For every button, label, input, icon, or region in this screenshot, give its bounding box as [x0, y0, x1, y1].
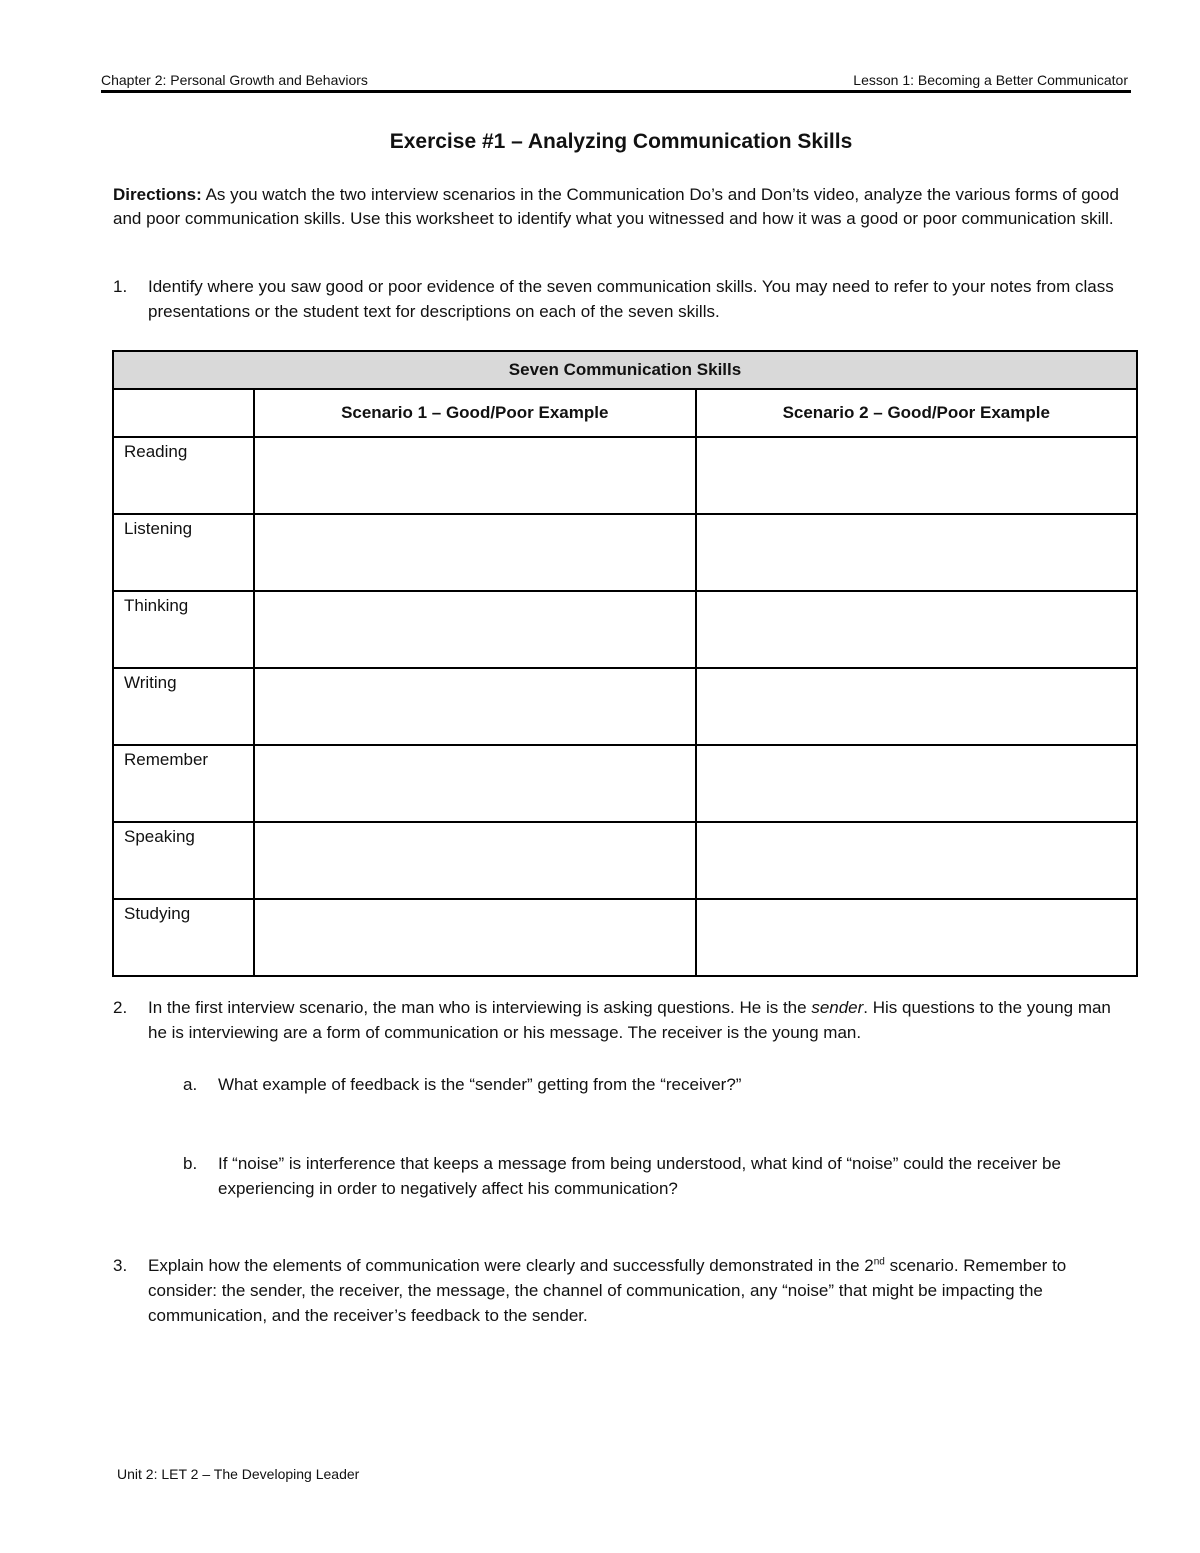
row-label-listening: Listening: [113, 514, 254, 591]
question-2-text: [148, 995, 1128, 1045]
row-label-thinking: Thinking: [113, 591, 254, 668]
answer-cell-remember-scenario-2[interactable]: [696, 745, 1138, 822]
table-header-scenario-1: Scenario 1 – Good/Poor Example: [254, 389, 695, 437]
directions-text: As you watch the two interview scenarios in the Communication Do’s and Don’ts video, analyze the various forms of good and poor communication skills. Use this worksheet to identify what you witnessed and how it was a good or poor communication skill.: [113, 185, 1120, 228]
row-label-speaking: Speaking: [113, 822, 254, 899]
question-2: [113, 995, 1128, 1045]
question-3-text-start: Explain how the elements of communication were clearly and successfully demonstrated in the 2: [148, 1256, 874, 1275]
table-row: [113, 668, 1137, 745]
answer-cell-writing-scenario-2[interactable]: [696, 668, 1138, 745]
question-3-text-end: scenario. Remember to consider: the sender, the receiver, the message, the channel of communication, any “noise” that might be impacting the communication, and the receiver’s feedback to the sender.: [148, 1256, 1067, 1325]
row-label-reading: Reading: [113, 437, 254, 514]
row-label-studying: Studying: [113, 899, 254, 976]
question-3: [113, 1253, 1128, 1328]
table-row: [113, 591, 1137, 668]
answer-cell-reading-scenario-2[interactable]: [696, 437, 1138, 514]
question-2a: [183, 1072, 1103, 1097]
answer-cell-writing-scenario-1[interactable]: [254, 668, 695, 745]
answer-cell-thinking-scenario-2[interactable]: [696, 591, 1138, 668]
table-header-row: [113, 389, 1137, 437]
question-1: [113, 274, 1128, 324]
question-2b: [183, 1151, 1103, 1201]
skills-table: [112, 350, 1138, 977]
table-caption-row: [113, 351, 1137, 389]
question-2-sender-word: sender: [811, 998, 864, 1017]
answer-cell-thinking-scenario-1[interactable]: [254, 591, 695, 668]
answer-cell-studying-scenario-2[interactable]: [696, 899, 1138, 976]
answer-cell-speaking-scenario-2[interactable]: [696, 822, 1138, 899]
question-3-text: [148, 1253, 1128, 1328]
table-row: [113, 437, 1137, 514]
header-rule: [101, 90, 1131, 93]
page-title: Exercise #1 – Analyzing Communication Skills: [389, 130, 853, 153]
answer-cell-listening-scenario-1[interactable]: [254, 514, 695, 591]
table-row: [113, 822, 1137, 899]
answer-cell-listening-scenario-2[interactable]: [696, 514, 1138, 591]
question-2b-label: b.: [183, 1154, 198, 1173]
header-lesson: Lesson 1: Becoming a Better Communicator: [853, 72, 1128, 88]
table-row: [113, 899, 1137, 976]
answer-cell-studying-scenario-1[interactable]: [254, 899, 695, 976]
table-caption: Seven Communication Skills: [113, 351, 1137, 389]
question-2a-label: a.: [183, 1075, 198, 1094]
question-2-text-start: In the first interview scenario, the man who is interviewing is asking questions. He is the: [148, 998, 812, 1017]
table-header-blank: [113, 389, 254, 437]
directions-paragraph: [113, 183, 1123, 231]
header-chapter: Chapter 2: Personal Growth and Behaviors: [101, 72, 368, 88]
question-2-text-end: . His questions to the young man he is interviewing are a form of communication or his message. The receiver is the young man.: [148, 998, 1111, 1042]
question-2a-text: What example of feedback is the “sender” getting from the “receiver?”: [218, 1075, 742, 1094]
answer-cell-remember-scenario-1[interactable]: [254, 745, 695, 822]
question-1-text: Identify where you saw good or poor evidence of the seven communication skills. You may need to refer to your notes from class presentations or the student text for descriptions on each of the seven skills.: [148, 277, 1114, 321]
table-header-scenario-2: Scenario 2 – Good/Poor Example: [696, 389, 1138, 437]
answer-cell-reading-scenario-1[interactable]: [254, 437, 695, 514]
row-label-writing: Writing: [113, 668, 254, 745]
table-row: [113, 745, 1137, 822]
directions-label: Directions:: [113, 185, 202, 204]
row-label-remember: Remember: [113, 745, 254, 822]
answer-cell-speaking-scenario-1[interactable]: [254, 822, 695, 899]
table-row: [113, 514, 1137, 591]
question-1-number: 1.: [113, 277, 128, 296]
question-3-number: 3.: [113, 1256, 128, 1275]
question-2-number: 2.: [113, 998, 128, 1017]
footer-unit: Unit 2: LET 2 – The Developing Leader: [117, 1466, 360, 1482]
question-3-superscript: nd: [873, 1256, 885, 1268]
question-2b-text: If “noise” is interference that keeps a message from being understood, what kind of “noise” could the receiver be experiencing in order to negatively affect his communication?: [218, 1154, 1061, 1198]
